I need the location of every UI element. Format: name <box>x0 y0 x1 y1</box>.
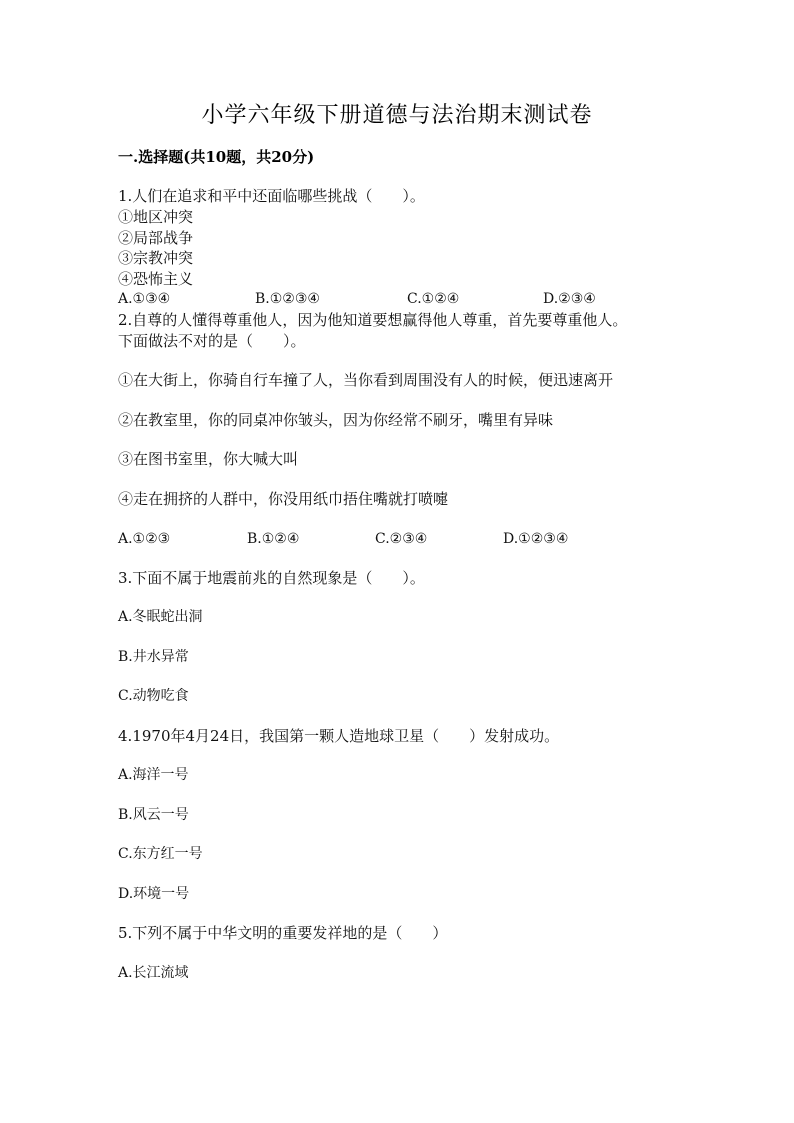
question-1-item: ②局部战争 <box>118 229 194 247</box>
question-3-option-c[interactable]: C.动物吃食 <box>118 688 189 704</box>
question-2-item: ③在图书室里，你大喊大叫 <box>118 450 299 468</box>
question-1-option-d[interactable]: D.②③④ <box>543 291 596 307</box>
question-2-option-c[interactable]: C.②③④ <box>375 531 428 547</box>
question-4-option-b[interactable]: B.风云一号 <box>118 807 189 823</box>
question-1-option-c[interactable]: C.①②④ <box>407 291 460 307</box>
question-2-option-a[interactable]: A.①②③ <box>118 531 171 547</box>
section-heading: 一.选择题(共10题，共20分) <box>118 148 315 166</box>
question-1-item: ④恐怖主义 <box>118 270 194 288</box>
question-3-option-a[interactable]: A.冬眠蛇出洞 <box>118 609 203 625</box>
question-3-option-b[interactable]: B.井水异常 <box>118 649 189 665</box>
question-2-item: ①在大街上，你骑自行车撞了人，当你看到周围没有人的时候，便迅速离开 <box>118 371 614 389</box>
question-4-option-d[interactable]: D.环境一号 <box>118 886 190 902</box>
question-2-stem-continued: 下面做法不对的是（ ）。 <box>118 332 306 350</box>
question-1-item: ①地区冲突 <box>118 208 194 226</box>
question-5-stem: 5.下列不属于中华文明的重要发祥地的是（ ） <box>118 924 448 942</box>
page-title: 小学六年级下册道德与法治期末测试卷 <box>201 103 593 128</box>
question-5-option-a[interactable]: A.长江流域 <box>118 965 189 981</box>
question-1-option-b[interactable]: B.①②③④ <box>255 291 320 307</box>
question-1-option-a[interactable]: A.①③④ <box>118 291 171 307</box>
question-2-stem: 2.自尊的人懂得尊重他人，因为他知道要想赢得他人尊重，首先要尊重他人。 <box>118 311 628 329</box>
question-2-item: ④走在拥挤的人群中，你没用纸巾捂住嘴就打喷嚏 <box>118 490 449 508</box>
question-4-option-c[interactable]: C.东方红一号 <box>118 846 203 862</box>
question-3-stem: 3.下面不属于地震前兆的自然现象是（ ）。 <box>118 569 425 587</box>
question-2-option-b[interactable]: B.①②④ <box>247 531 300 547</box>
question-1-item: ③宗教冲突 <box>118 249 194 267</box>
question-4-stem: 4.1970年4月24日，我国第一颗人造地球卫星（ ）发射成功。 <box>118 727 560 745</box>
question-1-stem: 1.人们在追求和平中还面临哪些挑战（ ）。 <box>118 187 425 205</box>
question-2-option-d[interactable]: D.①②③④ <box>503 531 569 547</box>
question-4-option-a[interactable]: A.海洋一号 <box>118 767 189 783</box>
question-2-item: ②在教室里，你的同桌冲你皱头，因为你经常不刷牙，嘴里有异味 <box>118 411 554 429</box>
